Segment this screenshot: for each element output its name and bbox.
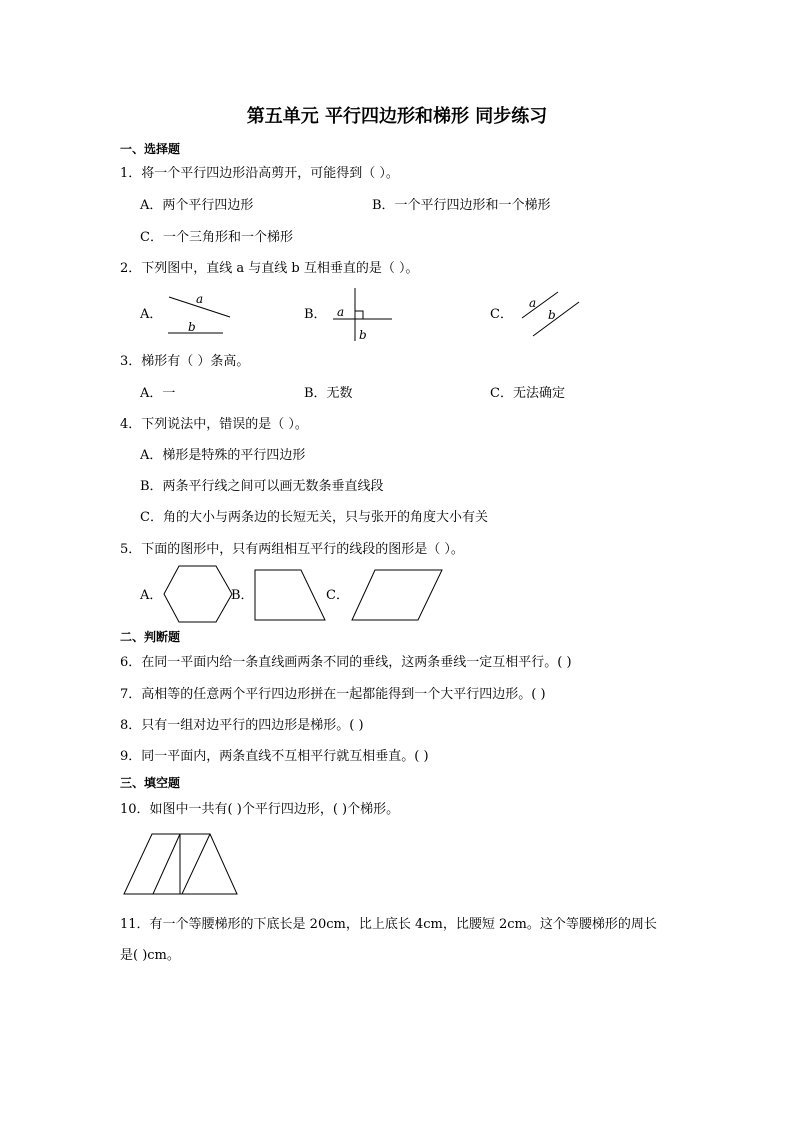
question-4-option-c: C．角的大小与两条边的长短无关，只与张开的角度大小有关 xyxy=(140,510,488,525)
question-11-line-1: 11．有一个等腰梯形的下底长是 20cm，比上底长 4cm，比腰短 2cm。这个等腰梯形的周长 xyxy=(120,917,657,932)
question-3-option-c: C．无法确定 xyxy=(490,386,565,401)
figure-2b-perpendicular-lines xyxy=(325,288,395,343)
question-5-option-b: B． xyxy=(231,588,254,603)
section-heading-judge: 二、判断题 xyxy=(120,630,181,644)
question-4-option-a: A．梯形是特殊的平行四边形 xyxy=(140,448,306,463)
question-10: 10．如图中一共有( )个平行四边形，( )个梯形。 xyxy=(120,802,400,817)
figure-2c-parallel-lines xyxy=(515,290,585,340)
question-1-stem: 1．将一个平行四边形沿高剪开，可能得到（ ）。 xyxy=(120,166,399,181)
question-1-option-c: C．一个三角形和一个梯形 xyxy=(140,230,293,245)
question-2-option-b: B． xyxy=(304,307,327,322)
line-b-label: b xyxy=(548,308,556,322)
question-8: 8．只有一组对边平行的四边形是梯形。( ) xyxy=(120,718,364,733)
figure-5a-hexagon xyxy=(162,564,234,624)
question-4-option-b: B．两条平行线之间可以画无数条垂直线段 xyxy=(140,479,384,494)
question-5-option-c: C． xyxy=(326,588,349,603)
line-a-label: a xyxy=(337,305,345,319)
figure-5b-trapezoid xyxy=(253,568,328,622)
figure-5c-parallelogram xyxy=(350,568,445,622)
page-title: 第五单元 平行四边形和梯形 同步练习 xyxy=(246,106,548,127)
question-2-stem: 2．下列图中，直线 a 与直线 b 互相垂直的是（ ）。 xyxy=(120,261,419,276)
question-1-option-a: A．两个平行四边形 xyxy=(140,198,254,213)
question-3-option-b: B．无数 xyxy=(304,386,353,401)
question-4-stem: 4．下列说法中，错误的是（ ）。 xyxy=(120,417,308,432)
question-2-option-c: C． xyxy=(490,307,513,322)
figure-2a-oblique-lines xyxy=(160,288,240,338)
question-5-stem: 5．下面的图形中，只有两组相互平行的线段的图形是（ ）。 xyxy=(120,542,464,557)
question-2-option-a: A． xyxy=(140,307,163,322)
question-5-option-a: A． xyxy=(140,588,163,603)
line-b-label: b xyxy=(359,328,367,342)
line-a-label: a xyxy=(529,296,537,310)
figure-10-composite-shapes xyxy=(122,832,240,898)
question-9: 9．同一平面内，两条直线不互相平行就互相垂直。( ) xyxy=(120,749,429,764)
line-a-label: a xyxy=(196,292,204,306)
question-1-option-b: B．一个平行四边形和一个梯形 xyxy=(372,198,551,213)
question-6: 6．在同一平面内给一条直线画两条不同的垂线，这两条垂线一定互相平行。( ) xyxy=(120,655,572,670)
line-b-label: b xyxy=(188,320,196,334)
question-3-option-a: A．一 xyxy=(140,386,176,401)
question-3-stem: 3．梯形有（ ）条高。 xyxy=(120,354,250,369)
section-heading-fill: 三、填空题 xyxy=(120,776,181,790)
section-heading-choice: 一、选择题 xyxy=(120,142,181,156)
question-7: 7．高相等的任意两个平行四边形拼在一起都能得到一个大平行四边形。( ) xyxy=(120,687,546,702)
question-11-line-2: 是( )cm。 xyxy=(120,948,180,963)
